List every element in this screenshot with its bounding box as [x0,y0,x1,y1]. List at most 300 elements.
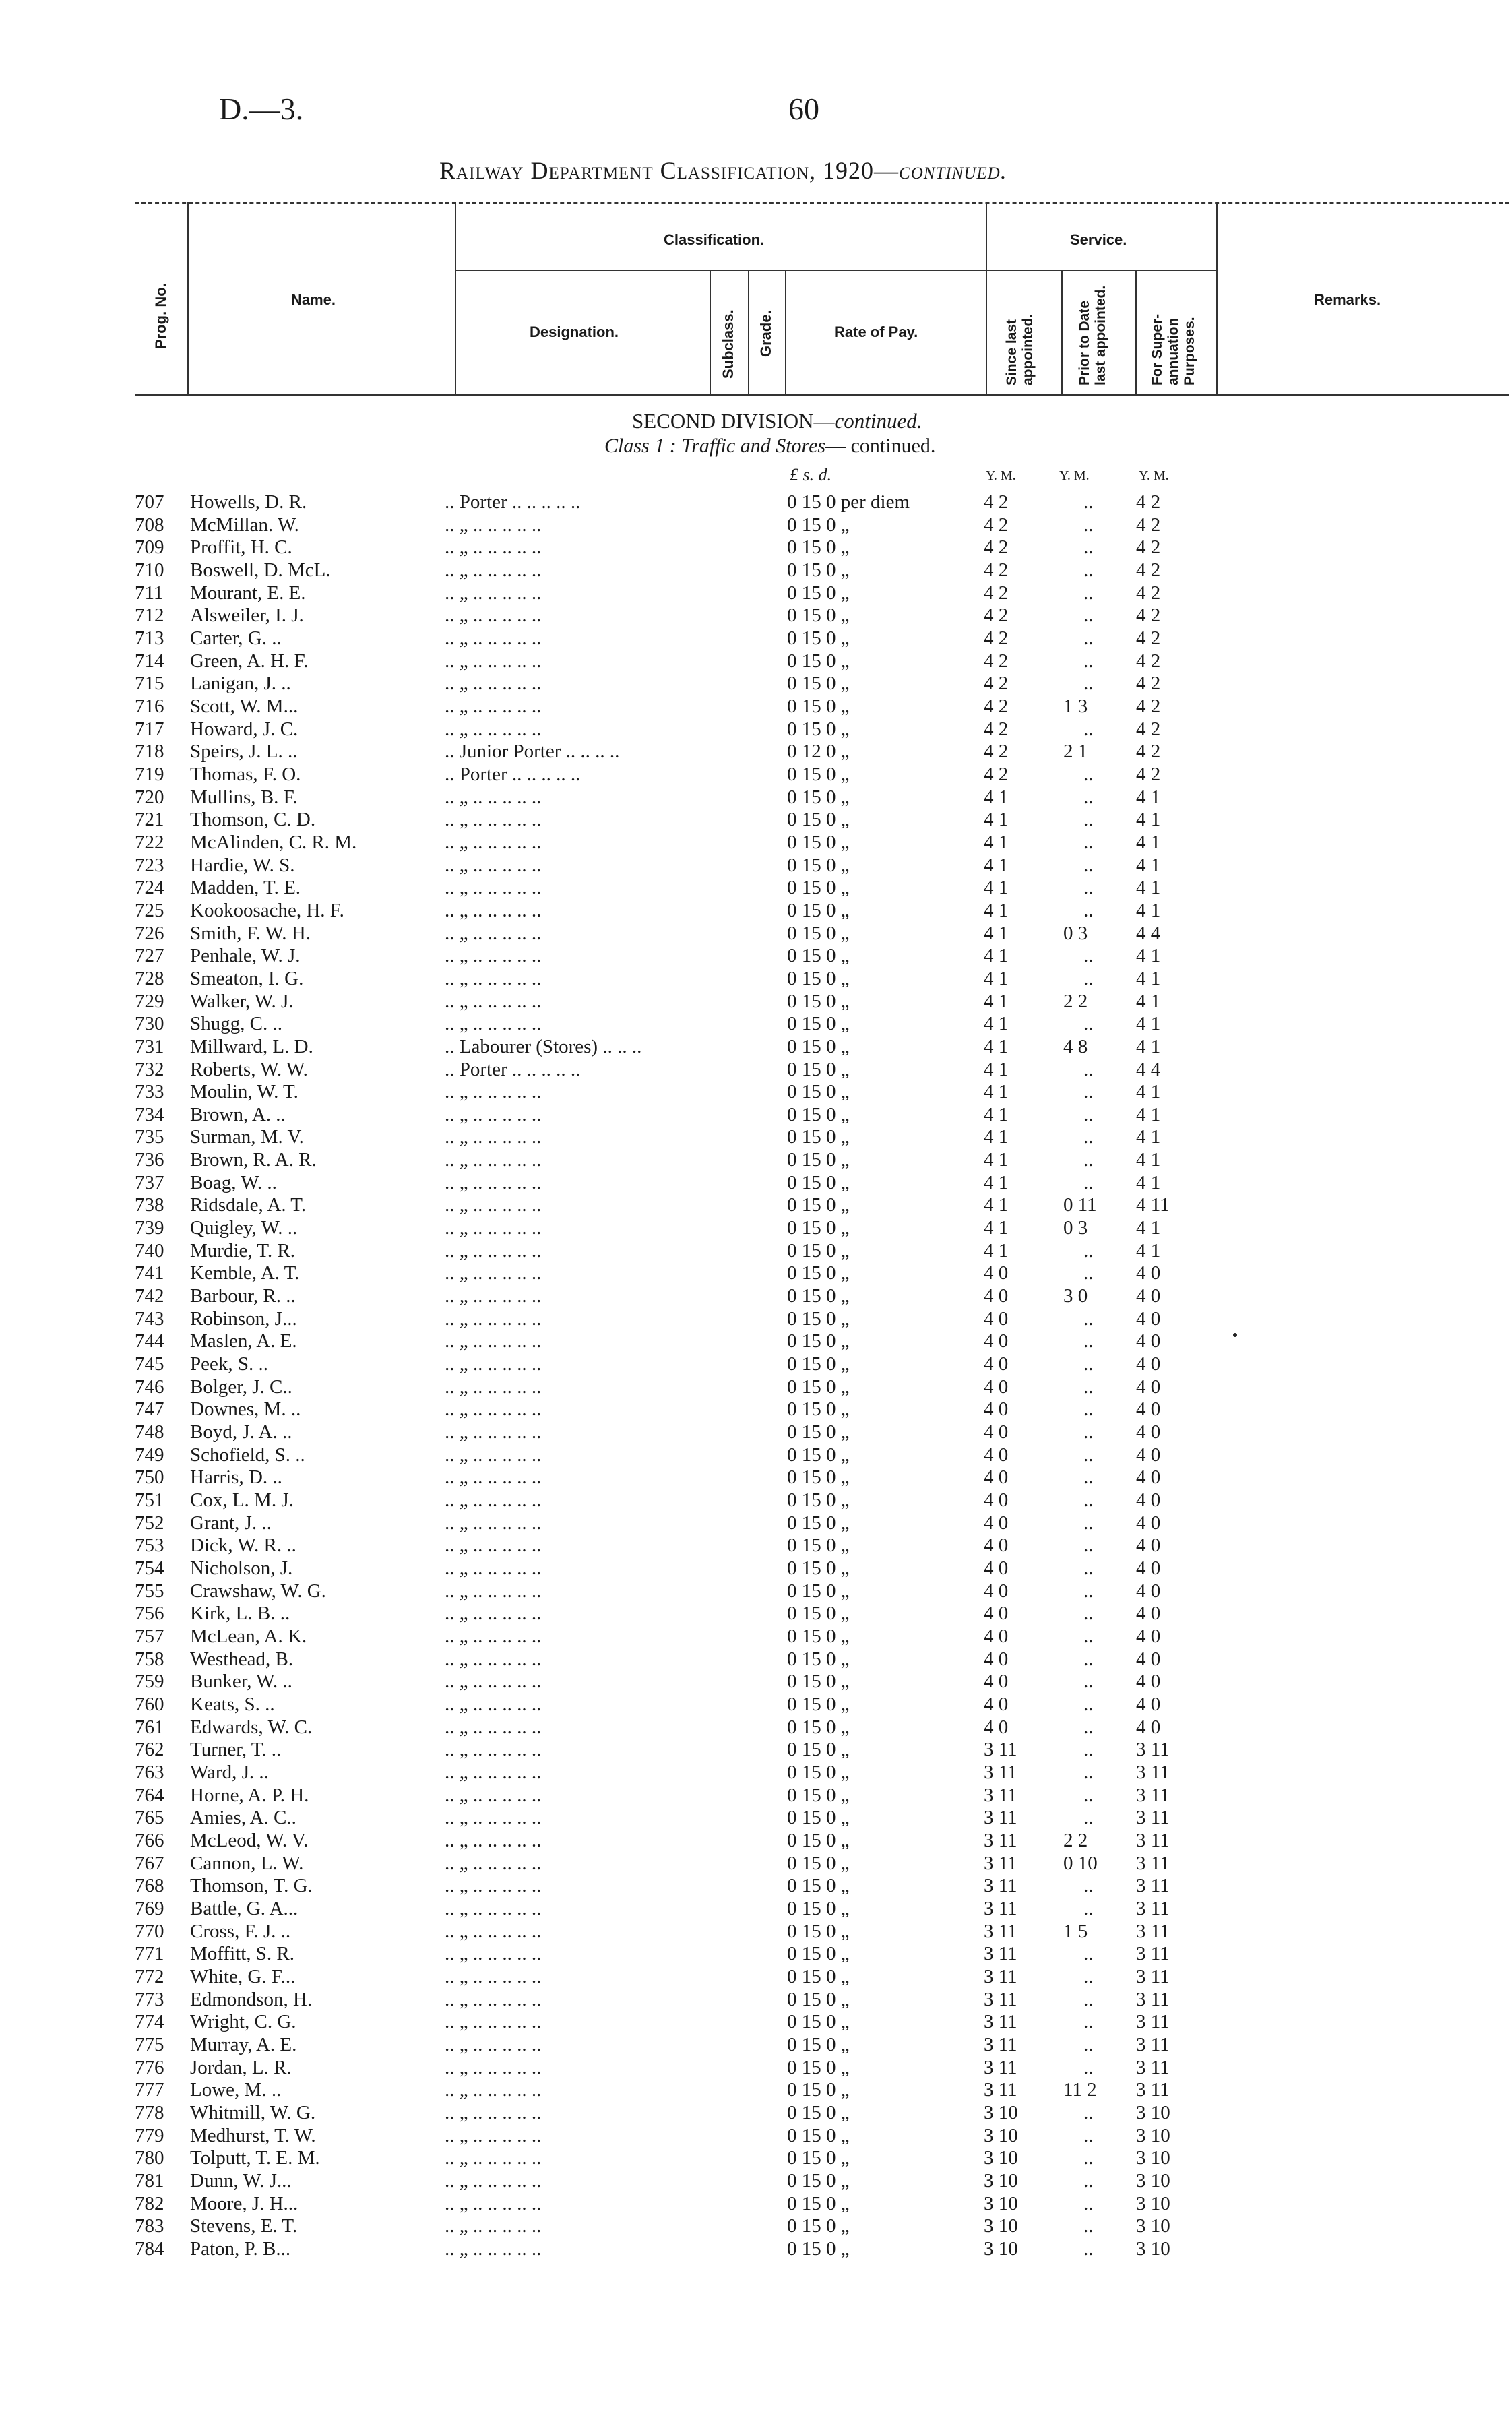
prog-no: 724 [135,877,164,899]
table-row [0,1126,1512,1148]
service-since-last: 3 10 [984,2101,1018,2123]
employee-name: Peek, S. .. [190,1353,268,1375]
prog-no: 760 [135,1693,164,1715]
table-row [0,1240,1512,1262]
service-prior: .. [1083,491,1094,513]
prog-no: 714 [135,650,164,672]
service-superannuation: 4 2 [1136,559,1161,581]
rate-of-pay: 0 15 0 „ [787,2124,850,2146]
rate-of-pay: 0 15 0 „ [787,1081,850,1103]
rate-of-pay: 0 15 0 „ [787,1943,850,1965]
prog-no: 753 [135,1534,164,1557]
rate-of-pay: 0 15 0 „ [787,1444,850,1466]
employee-name: Thomson, C. D. [190,809,316,831]
service-superannuation: 3 10 [1136,2101,1170,2123]
designation: .. „ .. .. .. .. .. [445,1829,542,1851]
rate-of-pay: 0 15 0 „ [787,718,850,740]
designation: .. Porter .. .. .. .. .. [445,1058,581,1080]
employee-name: Kirk, L. B. .. [190,1603,290,1625]
rate-of-pay: 0 15 0 „ [787,2192,850,2214]
prog-no: 722 [135,831,164,853]
employee-name: Crawshaw, W. G. [190,1580,326,1602]
rate-of-pay: 0 15 0 „ [787,1353,850,1375]
service-superannuation: 4 0 [1136,1716,1161,1738]
employee-name: McLean, A. K. [190,1625,307,1647]
employee-name: Stevens, E. T. [190,2215,298,2237]
service-since-last: 4 1 [984,899,1009,921]
rate-of-pay: 0 15 0 „ [787,1375,850,1398]
service-prior: .. [1083,1421,1094,1444]
class-name: Traffic and Stores [681,435,826,457]
rate-of-pay: 0 15 0 per diem [787,491,910,513]
designation: .. „ .. .. .. .. .. [445,2056,542,2078]
rate-of-pay: 0 15 0 „ [787,1988,850,2010]
service-superannuation: 4 0 [1136,1512,1161,1534]
service-prior: .. [1083,1603,1094,1625]
designation: .. „ .. .. .. .. .. [445,877,542,899]
prog-no: 708 [135,514,164,536]
prog-no: 743 [135,1307,164,1330]
service-superannuation: 4 0 [1136,1534,1161,1557]
prog-no: 761 [135,1716,164,1738]
table-row [0,1603,1512,1625]
since-units: Y. M. [986,468,1016,483]
rate-of-pay: 0 15 0 „ [787,650,850,672]
service-since-last: 4 2 [984,536,1009,559]
rate-of-pay: 0 15 0 „ [787,673,850,695]
service-superannuation: 4 0 [1136,1671,1161,1693]
rate-of-pay: 0 12 0 „ [787,741,850,763]
table-row [0,1625,1512,1648]
table-row [0,695,1512,718]
service-superannuation: 4 0 [1136,1580,1161,1602]
service-since-last: 4 0 [984,1534,1009,1557]
service-prior: .. [1083,1739,1094,1761]
service-since-last: 4 1 [984,967,1009,989]
rate-of-pay: 0 15 0 „ [787,582,850,604]
table-row [0,2147,1512,2169]
service-since-last: 3 11 [984,1739,1017,1761]
service-superannuation: 4 0 [1136,1603,1161,1625]
service-since-last: 4 2 [984,763,1009,785]
designation: .. „ .. .. .. .. .. [445,2011,542,2033]
rate-of-pay: 0 15 0 „ [787,945,850,967]
service-since-last: 4 0 [984,1262,1009,1284]
service-since-last: 3 11 [984,1761,1017,1783]
prog-no: 738 [135,1194,164,1216]
service-superannuation: 4 1 [1136,899,1161,921]
prog-no: 772 [135,1965,164,1987]
table-row [0,2238,1512,2260]
designation: .. „ .. .. .. .. .. [445,831,542,853]
rate-of-pay: 0 15 0 „ [787,1217,850,1239]
prog-no: 771 [135,1943,164,1965]
rate-of-pay: 0 15 0 „ [787,1239,850,1262]
table-row [0,1104,1512,1126]
service-since-last: 4 1 [984,1217,1009,1239]
employee-name: Edwards, W. C. [190,1716,313,1738]
rate-of-pay: 0 15 0 „ [787,1897,850,1919]
employee-name: Roberts, W. W. [190,1058,308,1080]
rate-of-pay: 0 15 0 „ [787,2101,850,2123]
service-superannuation: 4 1 [1136,854,1161,876]
rate-of-pay: 0 15 0 „ [787,1648,850,1670]
service-superannuation: 3 10 [1136,2192,1170,2214]
table-row [0,1580,1512,1603]
rate-of-pay: 0 15 0 „ [787,1512,850,1534]
service-since-last: 3 11 [984,1852,1017,1874]
designation: .. „ .. .. .. .. .. [445,922,542,944]
table-row [0,1762,1512,1784]
designation: .. „ .. .. .. .. .. [445,1444,542,1466]
prog-no: 720 [135,786,164,808]
table-row [0,1013,1512,1035]
rate-of-pay: 0 15 0 „ [787,2169,850,2192]
table-row [0,1217,1512,1239]
service-prior: .. [1083,1512,1094,1534]
service-since-last: 4 1 [984,854,1009,876]
service-prior: .. [1083,763,1094,785]
service-prior: 2 2 [1063,990,1088,1012]
rate-of-pay: 0 15 0 „ [787,559,850,581]
service-prior: .. [1083,831,1094,853]
employee-name: Bunker, W. .. [190,1671,292,1693]
service-superannuation: 3 11 [1136,1875,1170,1897]
employee-name: Dunn, W. J... [190,2169,292,2192]
rate-of-pay: 0 15 0 „ [787,831,850,853]
rate-of-pay: 0 15 0 „ [787,536,850,559]
prog-no: 749 [135,1444,164,1466]
designation: .. „ .. .. .. .. .. [445,650,542,672]
table-row [0,2057,1512,2079]
rate-of-pay: 0 15 0 „ [787,604,850,627]
service-prior: .. [1083,1444,1094,1466]
service-prior: .. [1083,1058,1094,1080]
service-since-last: 4 2 [984,695,1009,717]
designation: .. „ .. .. .. .. .. [445,1149,542,1171]
table-row [0,627,1512,650]
service-superannuation: 4 2 [1136,604,1161,627]
table-row [0,1285,1512,1307]
service-since-last: 4 1 [984,1194,1009,1216]
prog-no: 773 [135,1988,164,2010]
employee-name: Harris, D. .. [190,1466,282,1489]
table-row [0,1036,1512,1058]
rate-of-pay: 0 15 0 „ [787,1739,850,1761]
service-prior: .. [1083,1262,1094,1284]
prior-to-date-header: Prior to Date last appointed. [1077,285,1108,385]
designation: .. „ .. .. .. .. .. [445,1421,542,1444]
service-superannuation: 4 1 [1136,1149,1161,1171]
service-prior: 0 3 [1063,1217,1088,1239]
rate-of-pay: 0 15 0 „ [787,1103,850,1125]
designation: .. „ .. .. .. .. .. [445,627,542,649]
prog-no: 721 [135,809,164,831]
prog-no: 776 [135,2056,164,2078]
rate-of-pay: 0 15 0 „ [787,1194,850,1216]
service-since-last: 4 0 [984,1285,1009,1307]
service-since-last: 4 0 [984,1375,1009,1398]
rate-of-pay: 0 15 0 „ [787,1784,850,1806]
table-row [0,604,1512,627]
prog-no: 742 [135,1285,164,1307]
table-row [0,2215,1512,2237]
employee-name: Quigley, W. .. [190,1217,298,1239]
service-superannuation: 4 1 [1136,1013,1161,1035]
prog-no: 779 [135,2124,164,2146]
table-row [0,1671,1512,1693]
designation: .. „ .. .. .. .. .. [445,695,542,717]
prog-no: 734 [135,1103,164,1125]
service-superannuation: 4 4 [1136,1058,1161,1080]
service-since-last: 4 1 [984,1239,1009,1262]
employee-name: Howells, D. R. [190,491,307,513]
service-prior: .. [1083,1466,1094,1489]
employee-name: Cox, L. M. J. [190,1489,294,1512]
employee-name: Ward, J. .. [190,1761,269,1783]
service-since-last: 4 0 [984,1716,1009,1738]
service-superannuation: 4 2 [1136,627,1161,649]
service-since-last: 4 1 [984,1126,1009,1148]
service-since-last: 4 0 [984,1466,1009,1489]
service-since-last: 3 10 [984,2169,1018,2192]
rate-of-pay: 0 15 0 „ [787,809,850,831]
table-row [0,2125,1512,2147]
table-row [0,1194,1512,1216]
service-prior: .. [1083,2147,1094,2169]
employee-name: Alsweiler, I. J. [190,604,304,627]
employee-name: Thomson, T. G. [190,1875,313,1897]
employee-name: Shugg, C. .. [190,1013,282,1035]
service-superannuation: 4 2 [1136,582,1161,604]
service-since-last: 4 1 [984,1149,1009,1171]
service-prior: 4 8 [1063,1035,1088,1057]
service-since-last: 3 10 [984,2124,1018,2146]
prog-no: 764 [135,1784,164,1806]
for-superannuation-header: For Super-annuation Purposes. [1149,313,1197,385]
employee-name: Battle, G. A... [190,1897,298,1919]
service-since-last: 4 0 [984,1444,1009,1466]
employee-name: Boag, W. .. [190,1171,277,1193]
prog-no: 717 [135,718,164,740]
service-superannuation: 4 0 [1136,1398,1161,1421]
service-since-last: 4 0 [984,1512,1009,1534]
service-since-last: 4 2 [984,491,1009,513]
service-since-last: 4 1 [984,809,1009,831]
prog-no: 765 [135,1807,164,1829]
prog-no: 710 [135,559,164,581]
service-superannuation: 4 1 [1136,967,1161,989]
service-since-last: 3 11 [984,1784,1017,1806]
rate-of-pay: 0 15 0 „ [787,1058,850,1080]
table-row [0,1807,1512,1829]
designation: .. „ .. .. .. .. .. [445,1852,542,1874]
prog-no: 777 [135,2079,164,2101]
service-prior: .. [1083,1965,1094,1987]
employee-name: Turner, T. .. [190,1739,282,1761]
service-superannuation: 4 0 [1136,1557,1161,1580]
service-prior: 2 2 [1063,1829,1088,1851]
service-superannuation: 3 11 [1136,2011,1170,2033]
service-superannuation: 4 1 [1136,990,1161,1012]
table-row [0,1172,1512,1194]
table-row [0,2034,1512,2056]
employee-name: Boswell, D. McL. [190,559,331,581]
prog-no: 752 [135,1512,164,1534]
service-since-last: 3 11 [984,1988,1017,2010]
designation: .. „ .. .. .. .. .. [445,990,542,1012]
prog-no: 729 [135,990,164,1012]
service-prior: .. [1083,1897,1094,1919]
table-row [0,1308,1512,1330]
service-prior: .. [1083,1943,1094,1965]
employee-name: Howard, J. C. [190,718,298,740]
employee-name: Kemble, A. T. [190,1262,300,1284]
employee-name: Smith, F. W. H. [190,922,311,944]
service-superannuation: 4 2 [1136,673,1161,695]
service-prior: .. [1083,1557,1094,1580]
service-prior: 0 11 [1063,1194,1097,1216]
designation: .. „ .. .. .. .. .. [445,1489,542,1512]
designation: .. „ .. .. .. .. .. [445,1784,542,1806]
rate-of-pay: 0 15 0 „ [787,1285,850,1307]
prog-no: 755 [135,1580,164,1602]
designation: .. „ .. .. .. .. .. [445,1897,542,1919]
service-prior: 11 2 [1063,2079,1097,2101]
table-row [0,1262,1512,1284]
employee-name: Surman, M. V. [190,1126,304,1148]
designation: .. „ .. .. .. .. .. [445,1671,542,1693]
designation: .. „ .. .. .. .. .. [445,1648,542,1670]
rate-of-pay: 0 15 0 „ [787,1330,850,1353]
employee-name: Mullins, B. F. [190,786,298,808]
designation: .. „ .. .. .. .. .. [445,1194,542,1216]
prog-no: 740 [135,1239,164,1262]
prog-no: 728 [135,967,164,989]
designation: .. „ .. .. .. .. .. [445,786,542,808]
prog-no: 739 [135,1217,164,1239]
service-prior: .. [1083,1353,1094,1375]
service-since-last: 4 2 [984,604,1009,627]
employee-name: Cross, F. J. .. [190,1920,291,1942]
table-row [0,1830,1512,1852]
prog-no: 766 [135,1829,164,1851]
designation: .. „ .. .. .. .. .. [445,2192,542,2214]
employee-name: Schofield, S. .. [190,1444,305,1466]
service-since-last: 4 1 [984,877,1009,899]
table-row [0,650,1512,673]
table-row [0,1489,1512,1512]
super-units: Y. M. [1139,468,1169,483]
rate-of-pay-header: Rate of Pay. [834,323,918,340]
prog-no: 759 [135,1671,164,1693]
prog-no: 768 [135,1875,164,1897]
prog-no: 746 [135,1375,164,1398]
service-prior: .. [1083,650,1094,672]
rate-of-pay: 0 15 0 „ [787,1603,850,1625]
employee-name: Bolger, J. C.. [190,1375,292,1398]
table-row [0,786,1512,809]
service-prior: 2 1 [1063,741,1088,763]
service-prior: .. [1083,854,1094,876]
service-since-last: 3 10 [984,2192,1018,2214]
table-row [0,1966,1512,1988]
service-prior: .. [1083,1625,1094,1647]
employee-name: Dick, W. R. .. [190,1534,296,1557]
prog-no: 781 [135,2169,164,2192]
rate-of-pay: 0 15 0 „ [787,2011,850,2033]
prog-no: 774 [135,2011,164,2033]
service-superannuation: 4 0 [1136,1330,1161,1353]
designation: .. „ .. .. .. .. .. [445,673,542,695]
prog-no: 709 [135,536,164,559]
service-superannuation: 4 0 [1136,1444,1161,1466]
service-superannuation: 4 1 [1136,1035,1161,1057]
designation: .. „ .. .. .. .. .. [445,1171,542,1193]
rate-of-pay: 0 15 0 „ [787,922,850,944]
designation: .. „ .. .. .. .. .. [445,1512,542,1534]
table-row [0,1149,1512,1171]
table-row [0,1694,1512,1716]
service-prior: .. [1083,1489,1094,1512]
prog-no: 751 [135,1489,164,1512]
designation: .. „ .. .. .. .. .. [445,1534,542,1557]
table-row [0,2102,1512,2124]
service-prior: .. [1083,809,1094,831]
table-row [0,1353,1512,1375]
service-superannuation: 4 2 [1136,718,1161,740]
employee-name: Ridsdale, A. T. [190,1194,307,1216]
designation: .. „ .. .. .. .. .. [445,2215,542,2237]
service-since-last: 4 2 [984,627,1009,649]
designation: .. „ .. .. .. .. .. [445,1693,542,1715]
designation: .. „ .. .. .. .. .. [445,1716,542,1738]
prog-no: 718 [135,741,164,763]
service-prior: 0 10 [1063,1852,1098,1874]
service-since-last: 3 11 [984,2033,1017,2055]
service-superannuation: 4 1 [1136,1217,1161,1239]
employee-name: Murdie, T. R. [190,1239,296,1262]
service-superannuation: 4 1 [1136,1126,1161,1148]
designation: .. „ .. .. .. .. .. [445,2033,542,2055]
stray-dot [1233,1333,1237,1337]
designation: .. „ .. .. .. .. .. [445,1330,542,1353]
table-row [0,1081,1512,1103]
prog-no: 769 [135,1897,164,1919]
designation: .. „ .. .. .. .. .. [445,2101,542,2123]
service-superannuation: 4 1 [1136,1103,1161,1125]
rate-of-pay: 0 15 0 „ [787,1149,850,1171]
prog-no: 758 [135,1648,164,1670]
table-row [0,1534,1512,1557]
table-row [0,1376,1512,1398]
service-since-last: 4 2 [984,582,1009,604]
service-since-last: 4 0 [984,1693,1009,1715]
designation: .. „ .. .. .. .. .. [445,514,542,536]
service-prior: .. [1083,1716,1094,1738]
service-superannuation: 4 0 [1136,1353,1161,1375]
service-superannuation: 3 11 [1136,2079,1170,2101]
rate-of-pay: 0 15 0 „ [787,990,850,1012]
service-superannuation: 3 10 [1136,2215,1170,2237]
service-prior: .. [1083,1693,1094,1715]
employee-name: Maslen, A. E. [190,1330,297,1353]
service-since-last: 4 0 [984,1307,1009,1330]
service-superannuation: 4 0 [1136,1285,1161,1307]
service-since-last: 4 2 [984,741,1009,763]
service-superannuation: 3 11 [1136,2033,1170,2055]
table-row [0,809,1512,831]
